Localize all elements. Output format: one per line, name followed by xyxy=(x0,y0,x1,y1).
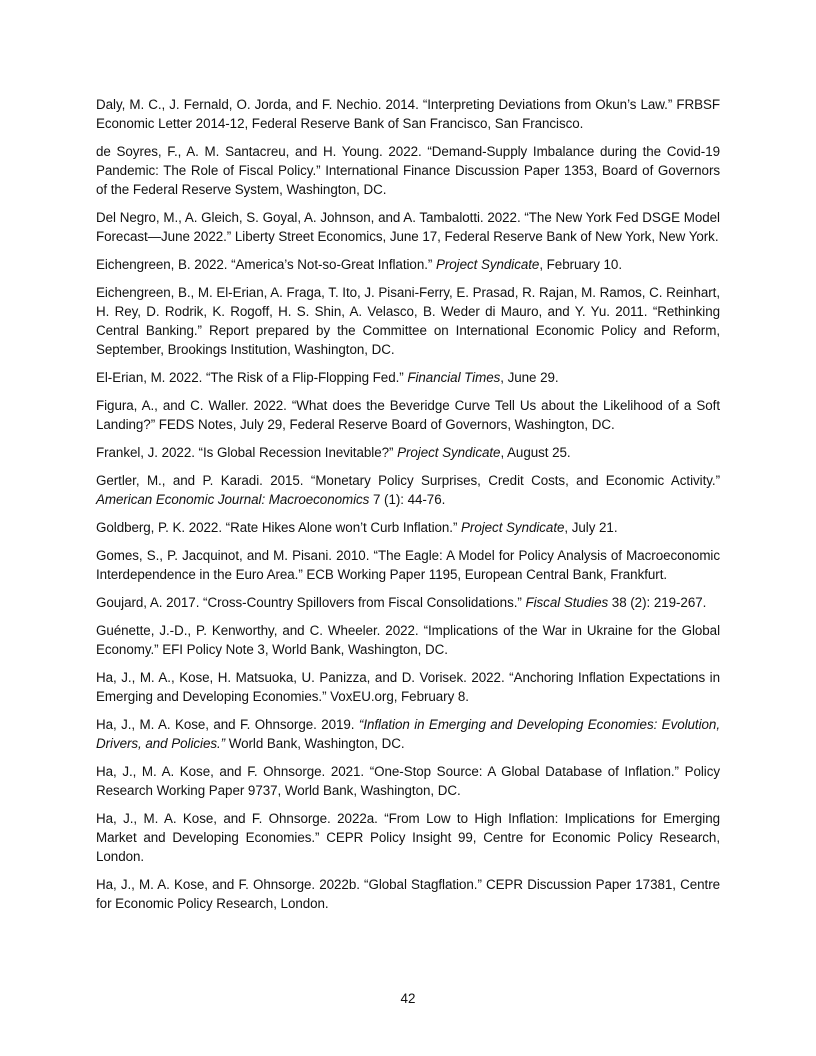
reference-entry xyxy=(96,668,720,706)
reference-text: 7 (1): 44-76. xyxy=(369,492,446,507)
reference-list xyxy=(96,95,720,922)
reference-entry xyxy=(96,518,720,537)
reference-entry xyxy=(96,762,720,800)
reference-entry xyxy=(96,715,720,753)
reference-italic-title: Project Syndicate xyxy=(461,520,565,535)
reference-text: Gertler, M., and P. Karadi. 2015. “Monetary Policy Surprises, Credit Costs, and Economic Activity.” xyxy=(96,473,720,488)
reference-text: Eichengreen, B. 2022. “America’s Not-so-Great Inflation.” xyxy=(96,257,436,272)
reference-italic-title: Financial Times xyxy=(407,370,501,385)
reference-text: Daly, M. C., J. Fernald, O. Jorda, and F. Nechio. 2014. “Interpreting Deviations from Okun’s Law.” FRBSF Economic Letter 2014-12, Federal Reserve Bank of San Francisco, San Francisco. xyxy=(96,97,720,131)
reference-text: Ha, J., M. A. Kose, and F. Ohnsorge. 2019. xyxy=(96,717,359,732)
reference-entry xyxy=(96,255,720,274)
reference-text: World Bank, Washington, DC. xyxy=(225,736,405,751)
reference-text: Eichengreen, B., M. El-Erian, A. Fraga, T. Ito, J. Pisani-Ferry, E. Prasad, R. Rajan, M. Ramos, C. Reinhart, H. Rey, D. Rodrik, K. Rogoff, H. S. Shin, A. Velasco, B. Weder di Mauro, and Y. Yu. 2011. “Rethinking Central Banking.” Report prepared by the Committee on International Economic Policy and Reform, September, Brookings Institution, Washington, DC. xyxy=(96,285,720,357)
reference-text: Frankel, J. 2022. “Is Global Recession Inevitable?” xyxy=(96,445,398,460)
reference-entry xyxy=(96,546,720,584)
reference-text: El-Erian, M. 2022. “The Risk of a Flip-Flopping Fed.” xyxy=(96,370,408,385)
reference-entry xyxy=(96,368,720,387)
reference-entry xyxy=(96,142,720,199)
reference-text: Gomes, S., P. Jacquinot, and M. Pisani. 2010. “The Eagle: A Model for Policy Analysis of Macroeconomic Interdependence in the Euro Area.” ECB Working Paper 1195, European Central Bank, Frankfurt. xyxy=(96,548,720,582)
reference-text: Guénette, J.-D., P. Kenworthy, and C. Wheeler. 2022. “Implications of the War in Ukraine for the Global Economy.” EFI Policy Note 3, World Bank, Washington, DC. xyxy=(96,623,720,657)
reference-text: Del Negro, M., A. Gleich, S. Goyal, A. Johnson, and A. Tambalotti. 2022. “The New York Fed DSGE Model Forecast—June 2022.” Liberty Street Economics, June 17, Federal Reserve Bank of New York, New York. xyxy=(96,210,720,244)
reference-text: , February 10. xyxy=(539,257,622,272)
reference-entry xyxy=(96,593,720,612)
reference-entry xyxy=(96,443,720,462)
reference-entry xyxy=(96,283,720,359)
reference-entry xyxy=(96,396,720,434)
reference-entry xyxy=(96,471,720,509)
reference-entry xyxy=(96,208,720,246)
reference-text: Goujard, A. 2017. “Cross-Country Spillovers from Fiscal Consolidations.” xyxy=(96,595,526,610)
page-number: 42 xyxy=(400,991,416,1006)
reference-entry xyxy=(96,621,720,659)
reference-entry xyxy=(96,875,720,913)
reference-text: de Soyres, F., A. M. Santacreu, and H. Young. 2022. “Demand-Supply Imbalance during the Covid-19 Pandemic: The Role of Fiscal Policy.” International Finance Discussion Paper 1353, Board of Governors of the Federal Reserve System, Washington, DC. xyxy=(96,144,720,197)
reference-text: 38 (2): 219-267. xyxy=(608,595,707,610)
reference-text: , July 21. xyxy=(564,520,618,535)
reference-text: , August 25. xyxy=(500,445,571,460)
reference-italic-title: Fiscal Studies xyxy=(525,595,609,610)
reference-text: Ha, J., M. A. Kose, and F. Ohnsorge. 2021. “One-Stop Source: A Global Database of Inflation.” Policy Research Working Paper 9737, World Bank, Washington, DC. xyxy=(96,764,720,798)
reference-text: Goldberg, P. K. 2022. “Rate Hikes Alone won’t Curb Inflation.” xyxy=(96,520,462,535)
reference-text: Figura, A., and C. Waller. 2022. “What does the Beveridge Curve Tell Us about the Likelihood of a Soft Landing?” FEDS Notes, July 29, Federal Reserve Board of Governors, Washington, DC. xyxy=(96,398,720,432)
reference-italic-title: “Inflation in Emerging and Developing Economies: Evolution, Drivers, and Policies.” xyxy=(96,717,720,751)
reference-text: Ha, J., M. A., Kose, H. Matsuoka, U. Panizza, and D. Vorisek. 2022. “Anchoring Inflation Expectations in Emerging and Developing Economies.” VoxEU.org, February 8. xyxy=(96,670,720,704)
reference-italic-title: American Economic Journal: Macroeconomics xyxy=(96,492,370,507)
reference-entry xyxy=(96,809,720,866)
reference-text: Ha, J., M. A. Kose, and F. Ohnsorge. 2022a. “From Low to High Inflation: Implications for Emerging Market and Developing Economies.” CEPR Policy Insight 99, Centre for Economic Policy Research, London. xyxy=(96,811,720,864)
reference-entry xyxy=(96,95,720,133)
reference-italic-title: Project Syndicate xyxy=(435,257,540,272)
reference-italic-title: Project Syndicate xyxy=(397,445,501,460)
reference-text: Ha, J., M. A. Kose, and F. Ohnsorge. 2022b. “Global Stagflation.” CEPR Discussion Paper 17381, Centre for Economic Policy Research, London. xyxy=(96,877,720,911)
reference-text: , June 29. xyxy=(500,370,559,385)
